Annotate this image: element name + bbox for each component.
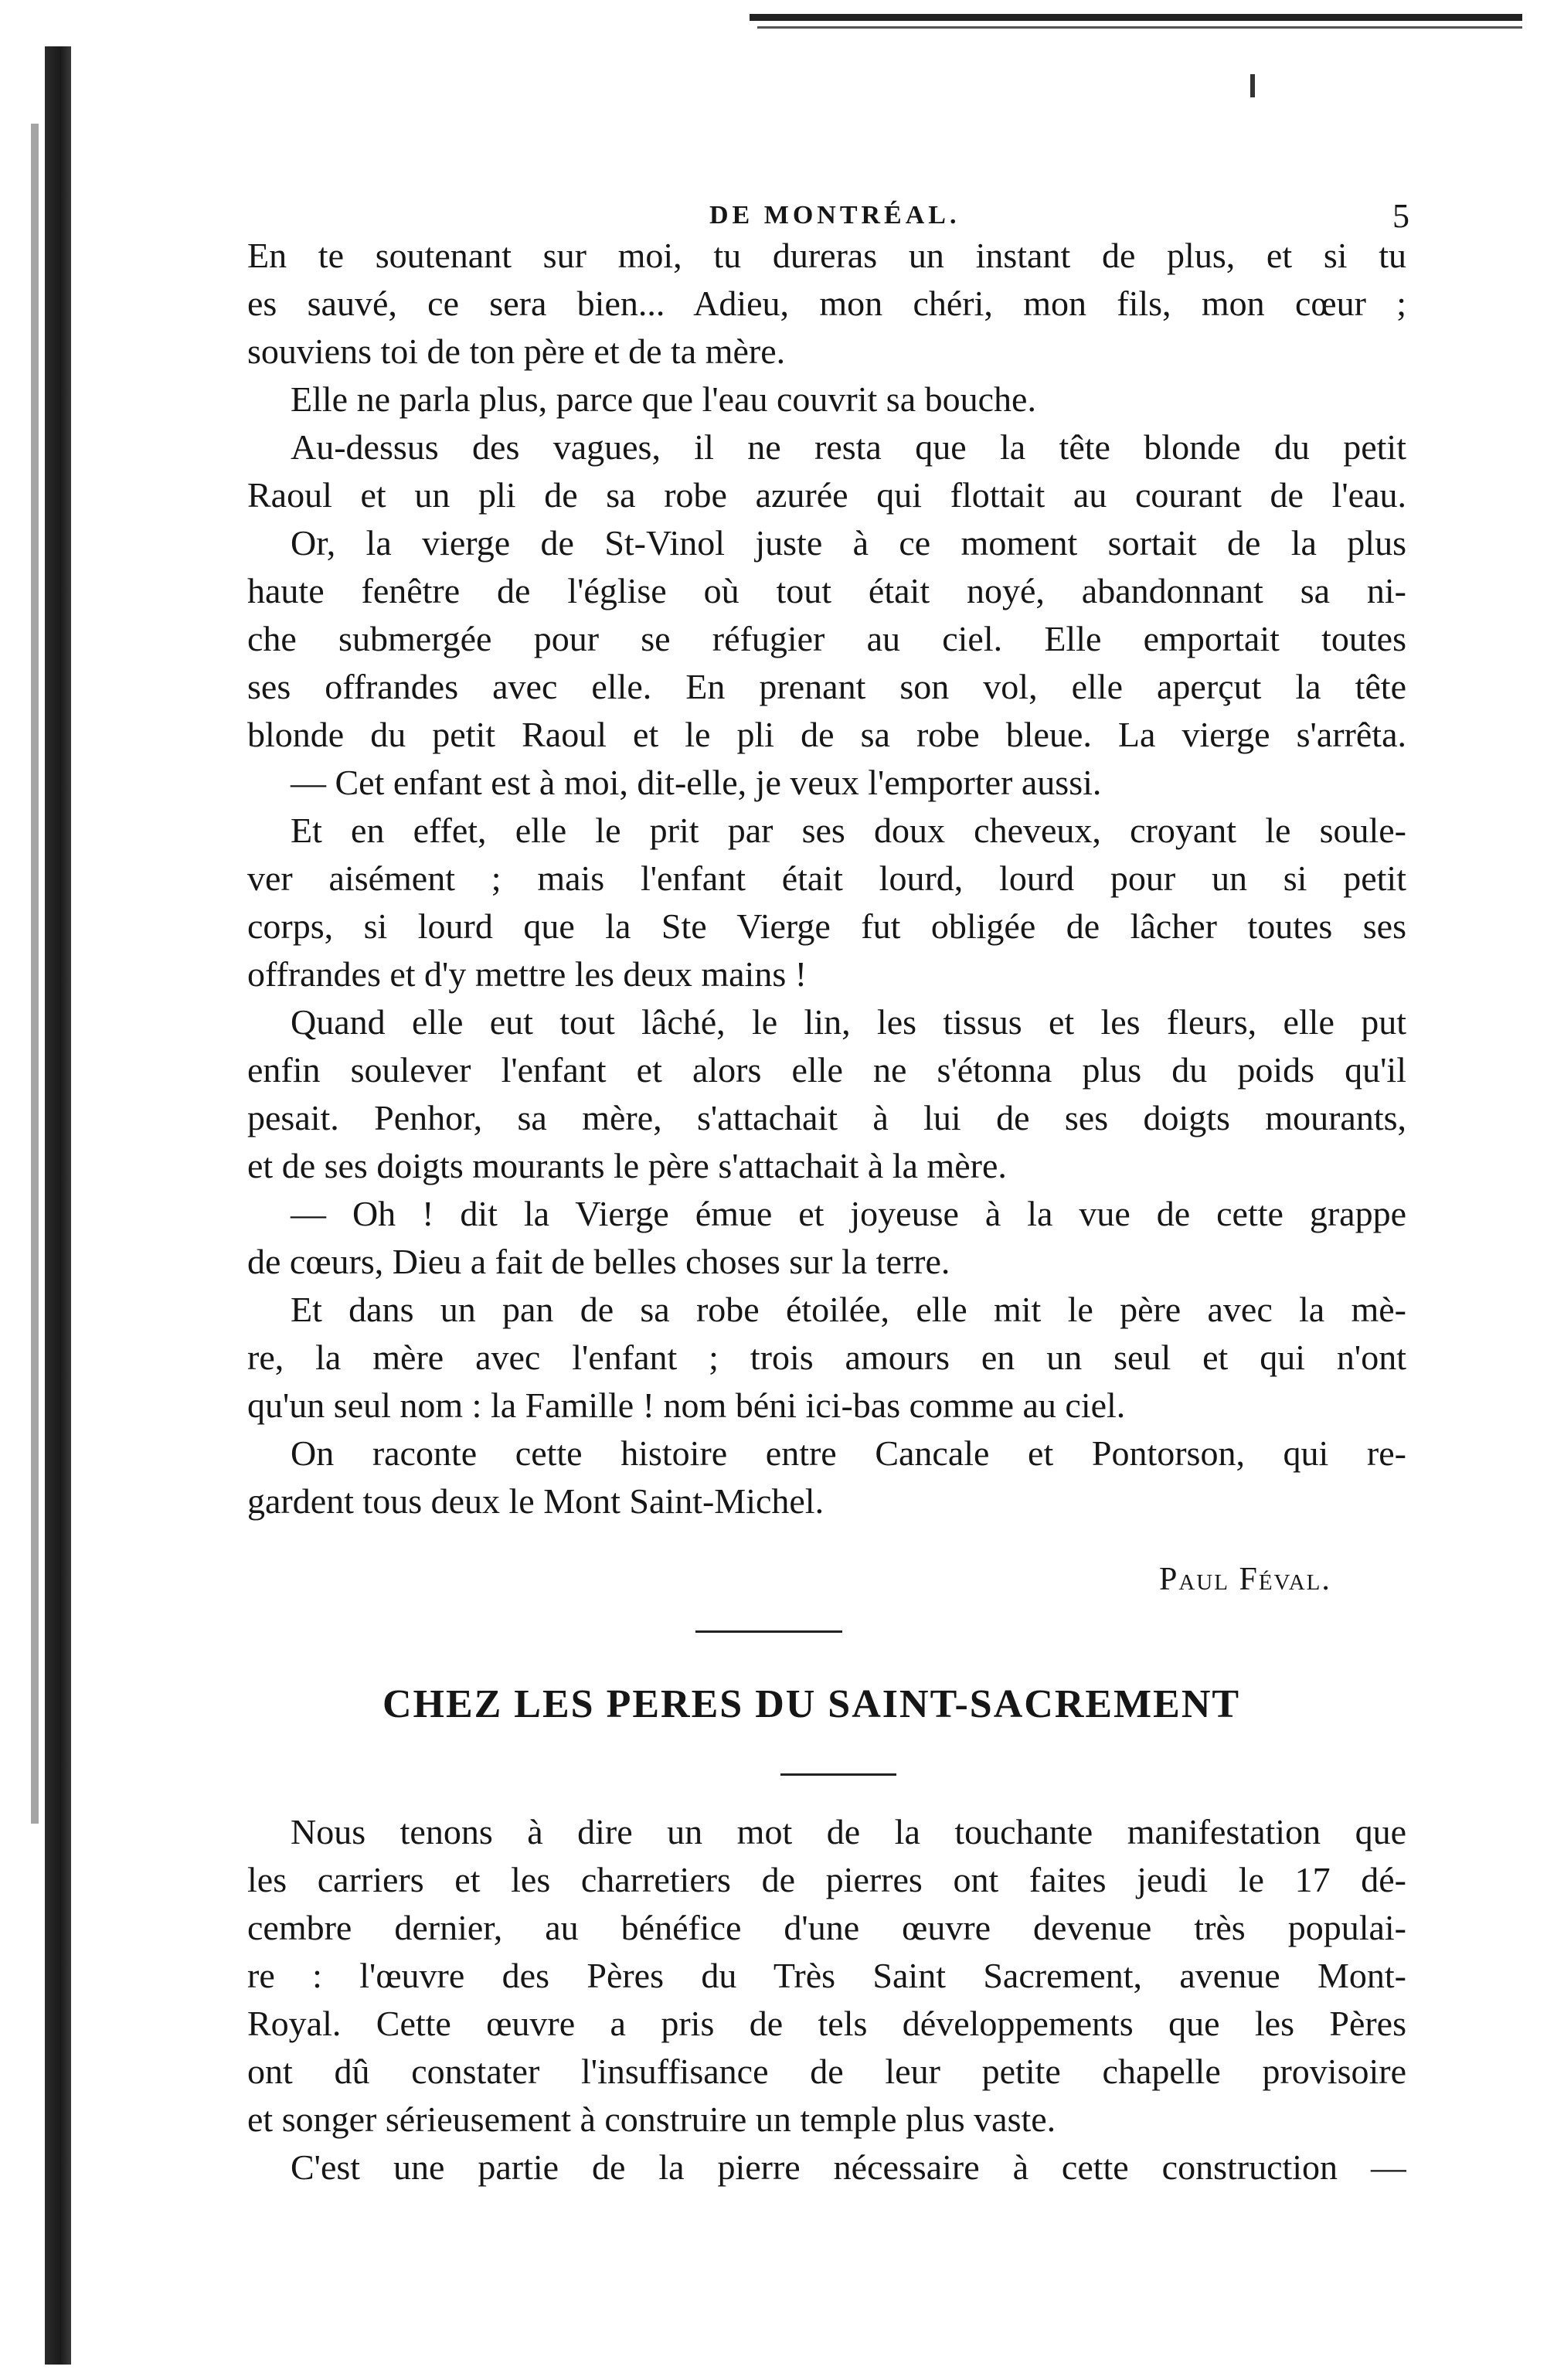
- text-line: — Oh ! dit la Vierge émue et joyeuse à la vue de cette grappe: [291, 1194, 1406, 1233]
- text-line: ver aisément ; mais l'enfant était lourd, lourd pour un si petit: [247, 858, 1406, 898]
- text-line: haute fenêtre de l'église où tout était noyé, abandonnant sa ni-: [247, 571, 1406, 610]
- running-title: DE MONTRÉAL.: [709, 201, 960, 230]
- scan-top-rule-thin: [757, 26, 1522, 29]
- text-line: les carriers et les charretiers de pierres ont faites jeudi le 17 dé-: [247, 1860, 1406, 1899]
- text-line: re, la mère avec l'enfant ; trois amours en un seul et qui n'ont: [247, 1338, 1406, 1377]
- text-line: pesait. Penhor, sa mère, s'attachait à lui de ses doigts mourants,: [247, 1098, 1406, 1137]
- text-line: souviens toi de ton père et de ta mère.: [247, 332, 786, 371]
- scan-top-rule: [750, 14, 1522, 21]
- section-title: CHEZ LES PERES DU SAINT-SACREMENT: [382, 1682, 1241, 1726]
- text-line: offrandes et d'y mettre les deux mains !: [247, 954, 808, 994]
- text-line: On raconte cette histoire entre Cancale et Pontorson, qui re-: [291, 1433, 1406, 1473]
- text-line: re : l'œuvre des Pères du Très Saint Sacrement, avenue Mont-: [247, 1956, 1406, 1995]
- text-line: blonde du petit Raoul et le pli de sa robe bleue. La vierge s'arrêta.: [247, 715, 1406, 754]
- scan-stray-mark: [1250, 74, 1255, 97]
- text-line: ont dû constater l'insuffisance de leur petite chapelle provisoire: [247, 2052, 1406, 2091]
- text-line: Or, la vierge de St-Vinol juste à ce moment sortait de la plus: [291, 523, 1406, 563]
- text-line: Au-dessus des vagues, il ne resta que la tête blonde du petit: [291, 427, 1406, 467]
- text-line: Elle ne parla plus, parce que l'eau couvrit sa bouche.: [291, 379, 1036, 419]
- text-line: Raoul et un pli de sa robe azurée qui flottait au courant de l'eau.: [247, 475, 1406, 515]
- text-line: de cœurs, Dieu a fait de belles choses sur la terre.: [247, 1242, 950, 1281]
- text-line: En te soutenant sur moi, tu dureras un instant de plus, et si tu: [247, 236, 1406, 275]
- scan-margin-edge: [31, 124, 39, 1824]
- article-feval-text: [247, 232, 1406, 1525]
- text-line: Royal. Cette œuvre a pris de tels développements que les Pères: [247, 2004, 1406, 2043]
- text-line: ses offrandes avec elle. En prenant son vol, elle aperçut la tête: [247, 667, 1406, 706]
- author-signature: Paul Féval.: [1159, 1562, 1331, 1597]
- text-line: Et en effet, elle le prit par ses doux cheveux, croyant le soule-: [291, 811, 1406, 850]
- text-line: corps, si lourd que la Ste Vierge fut obligée de lâcher toutes ses: [247, 906, 1406, 946]
- text-line: Quand elle eut tout lâché, le lin, les tissus et les fleurs, elle put: [291, 1002, 1406, 1042]
- section-separator: [695, 1630, 842, 1633]
- scan-binding-shadow: [45, 46, 71, 2365]
- text-line: Et dans un pan de sa robe étoilée, elle mit le père avec la mè-: [291, 1290, 1406, 1329]
- text-line: — Cet enfant est à moi, dit-elle, je veux l'emporter aussi.: [291, 763, 1102, 802]
- text-line: cembre dernier, au bénéfice d'une œuvre devenue très populai-: [247, 1908, 1406, 1947]
- text-line: et songer sérieusement à construire un temple plus vaste.: [247, 2100, 1056, 2139]
- text-line: qu'un seul nom : la Famille ! nom béni ici-bas comme au ciel.: [247, 1386, 1126, 1425]
- text-line: gardent tous deux le Mont Saint-Michel.: [247, 1481, 824, 1521]
- text-line: enfin soulever l'enfant et alors elle ne s'étonna plus du poids qu'il: [247, 1050, 1406, 1090]
- text-line: che submergée pour se réfugier au ciel. Elle emportait toutes: [247, 619, 1406, 658]
- text-line: Nous tenons à dire un mot de la touchante manifestation que: [291, 1812, 1406, 1851]
- text-line: et de ses doigts mourants le père s'attachait à la mère.: [247, 1146, 1007, 1185]
- title-underline: [780, 1773, 896, 1776]
- text-line: es sauvé, ce sera bien... Adieu, mon chéri, mon fils, mon cœur ;: [247, 284, 1406, 323]
- page-number: 5: [1392, 197, 1409, 235]
- article-saint-sacrement-text: [247, 1808, 1406, 2191]
- text-line: C'est une partie de la pierre nécessaire à cette construction —: [291, 2147, 1406, 2187]
